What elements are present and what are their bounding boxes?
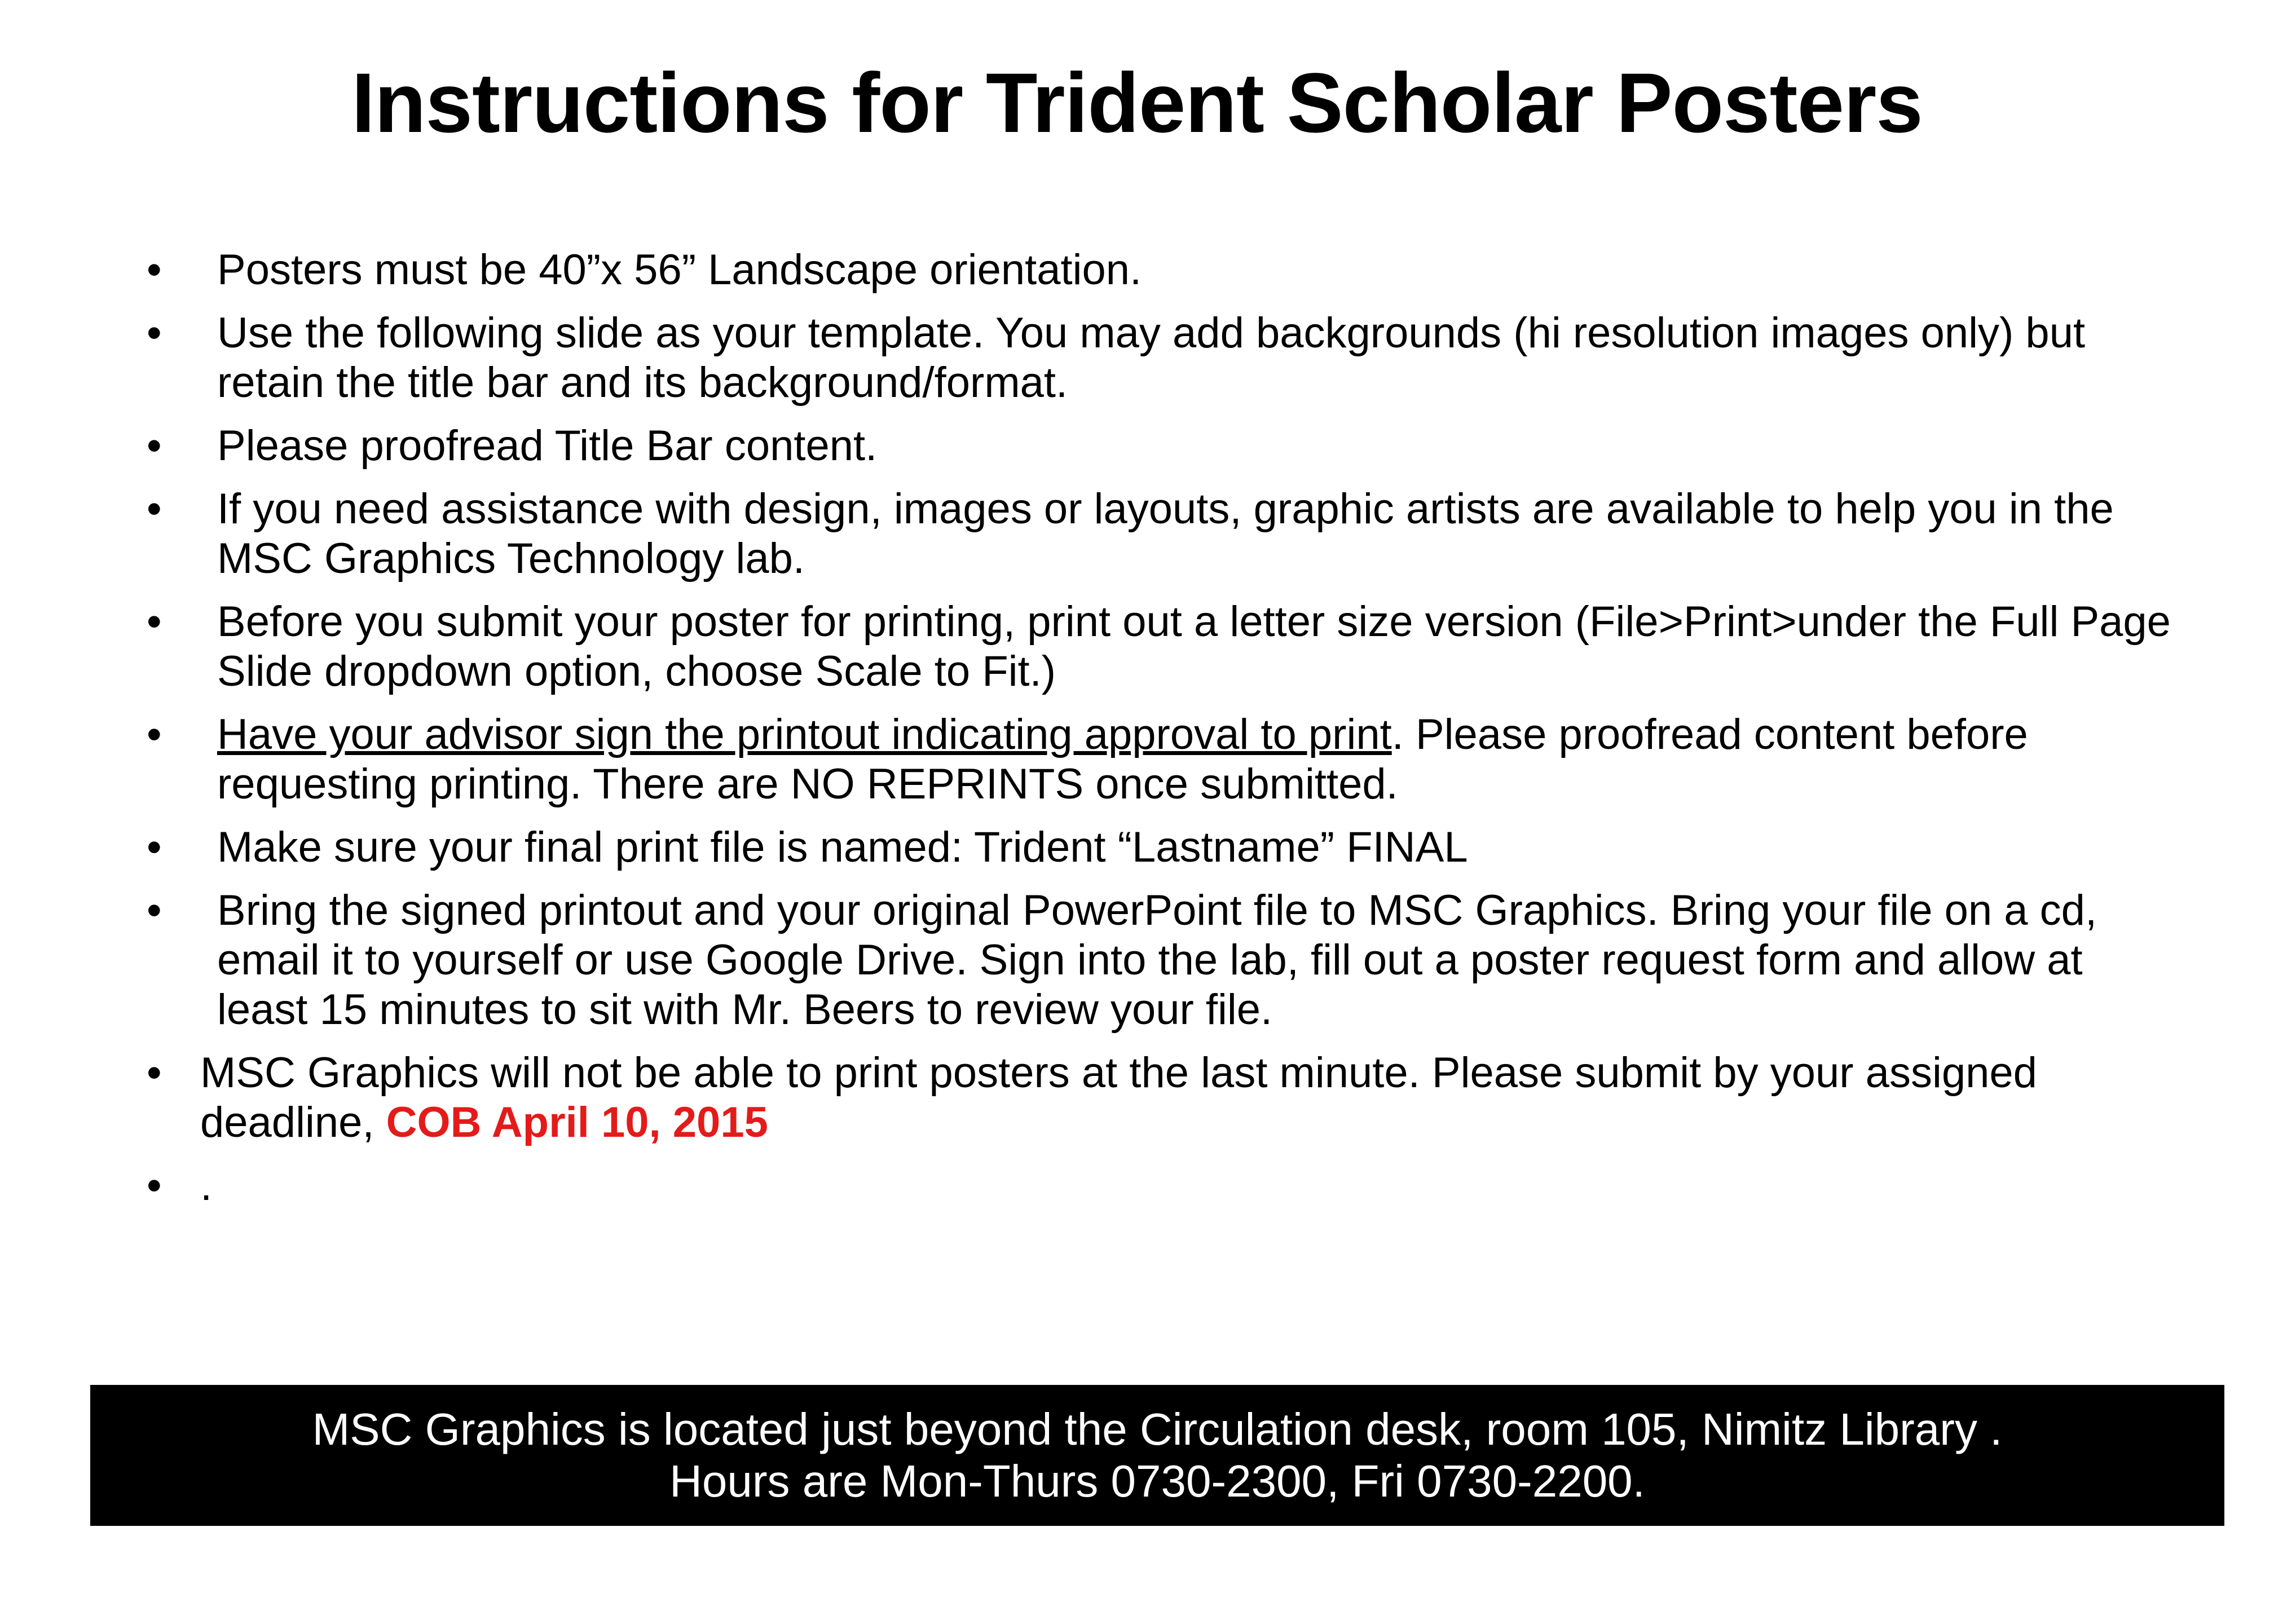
bullet-icon: • (147, 422, 162, 470)
bullet-icon: • (147, 886, 162, 934)
instruction-text: MSC Graphics will not be able to print posters at the last minute. Please submit by your assigned deadline, (200, 1049, 2037, 1146)
list-item (135, 886, 2177, 1035)
footer-hours-text: Hours are Mon-Thurs 0730-2300, Fri 0730-2200. (669, 1456, 1645, 1506)
bullet-icon: • (147, 309, 162, 357)
instruction-text: Bring the signed printout and your original PowerPoint file to MSC Graphics. Bring your file on a cd, email it to yourself or use Google Drive. Sign into the lab, fill out a poster request form and allow at least 15 minutes to sit with Mr. Beers to review your file. (217, 886, 2097, 1034)
bullet-icon: • (147, 710, 162, 758)
list-item (135, 1048, 2177, 1148)
deadline-text: COB April 10, 2015 (386, 1098, 768, 1146)
bullet-icon: • (147, 485, 162, 533)
instruction-text: Make sure your final print file is named: Trident “Lastname” FINAL (217, 823, 1468, 871)
advisor-approval-text: Have your advisor sign the printout indicating approval to print (217, 710, 1392, 758)
list-item (135, 710, 2177, 809)
bullet-icon: • (147, 1162, 162, 1210)
instruction-text: Posters must be 40”x 56” Landscape orientation. (217, 246, 1142, 294)
list-item (135, 484, 2177, 584)
bullet-icon: • (147, 823, 162, 871)
instruction-text: . Please proofread content before requesting printing. There are NO REPRINTS once submitted. (217, 710, 2028, 808)
instruction-text: If you need assistance with design, images or layouts, graphic artists are available to help you in the MSC Graphics Technology lab. (217, 485, 2114, 582)
list-item (135, 823, 2177, 872)
page-title: Instructions for Trident Scholar Posters (351, 55, 1923, 150)
list-item (135, 597, 2177, 696)
location-footer (90, 1385, 2224, 1526)
instruction-text: Before you submit your poster for printing, print out a letter size version (File>Print>under the Full Page Slide dropdown option, choose Scale to Fit.) (217, 598, 2171, 695)
bullet-icon: • (147, 1049, 162, 1097)
bullet-icon: • (147, 246, 162, 294)
instruction-text: Please proofread Title Bar content. (217, 422, 878, 470)
instruction-text: . (200, 1162, 213, 1210)
list-item (135, 308, 2177, 408)
instruction-text: Use the following slide as your template. You may add backgrounds (hi resolution images only) but retain the title bar and its background/format. (217, 309, 2086, 407)
list-item (135, 245, 2177, 295)
instruction-list (135, 245, 2177, 1224)
bullet-icon: • (147, 598, 162, 646)
list-item (135, 1161, 2177, 1211)
list-item (135, 421, 2177, 471)
footer-location-text: MSC Graphics is located just beyond the Circulation desk, room 105, Nimitz Library . (312, 1404, 2003, 1454)
